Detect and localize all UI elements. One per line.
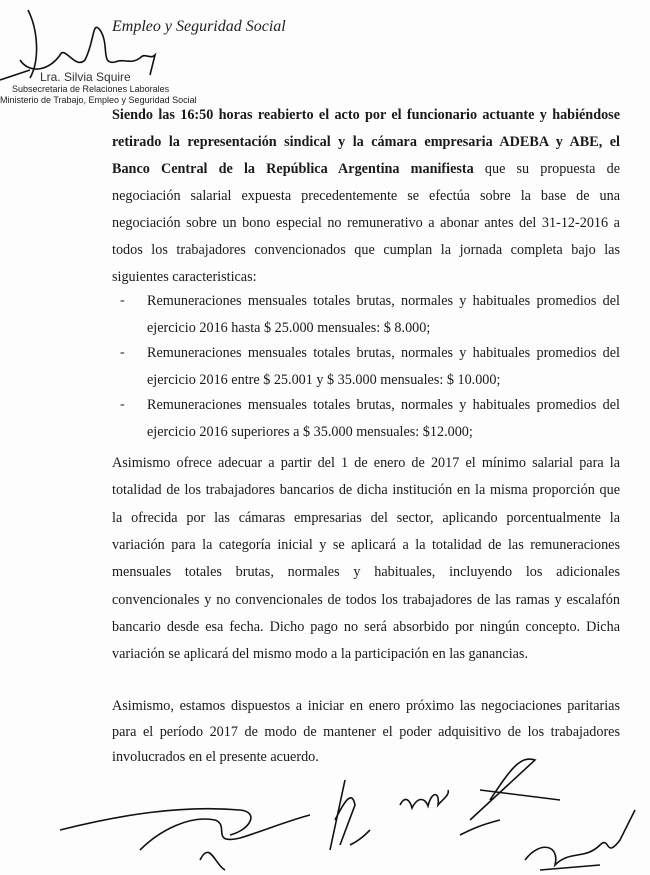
- signature-4: [460, 759, 560, 835]
- bullet-line: ejercicio 2016 superiores a $ 35.000 mensuales: $12.000;: [147, 424, 473, 440]
- text-line: retirado la representación sindical y la cámara empresaria ADEBA y ABE, el: [112, 134, 620, 150]
- bullet-line: Remuneraciones mensuales totales brutas, normales y habituales promedios del: [147, 345, 620, 361]
- bullet-dash: -: [120, 345, 125, 360]
- bullet-dash: -: [120, 293, 125, 308]
- bcra-bold: Banco Central de la República Argentina manifiesta: [112, 161, 474, 177]
- text-line: para el período 2017 de modo de mantener el poder adquisitivo de los trabajadores: [112, 723, 620, 740]
- text-line: [112, 161, 620, 178]
- signature-2: [330, 780, 370, 850]
- text-line: la ofrecida por las cámaras empresarias del sector, aplicando porcentualmente la: [112, 509, 620, 526]
- text-line: todos los trabajadores convencionados que cumplan la jornada completa bajo las: [112, 242, 620, 258]
- stamp-title: Empleo y Seguridad Social: [112, 18, 286, 35]
- bullet-line: Remuneraciones mensuales totales brutas, normales y habituales promedios del: [147, 293, 620, 309]
- signature-5: [525, 810, 635, 870]
- text-line: involucrados en el presente acuerdo.: [112, 749, 319, 765]
- bullet-line: ejercicio 2016 entre $ 25.001 y $ 35.000 mensuales: $ 10.000;: [147, 372, 501, 388]
- stamp-name: Lra. Silvia Squire: [40, 70, 131, 84]
- stamp-line-2: Ministerio de Trabajo, Empleo y Seguridad Social: [0, 95, 197, 105]
- text-segment: que su propuesta de: [473, 161, 620, 177]
- text-line: Asimismo ofrece adecuar a partir del 1 de enero de 2017 el mínimo salarial para la: [112, 455, 620, 471]
- bullet-line: Remuneraciones mensuales totales brutas, normales y habituales promedios del: [147, 397, 620, 413]
- stamp-line-1: Subsecretaria de Relaciones Laborales: [12, 84, 170, 94]
- text-line: mensuales totales brutas, normales y habituales, incluyendo los adicionales: [112, 564, 620, 581]
- signature-3: [400, 790, 448, 808]
- text-line: siguientes caracteristicas:: [112, 269, 257, 285]
- bullet-dash: -: [120, 397, 125, 412]
- text-line: Asimismo, estamos dispuestos a iniciar en enero próximo las negociaciones paritarias: [112, 698, 620, 714]
- text-line: negociación sobre un bono especial no remunerativo a abonar antes del 31-12-2016 a: [112, 215, 620, 231]
- text-line: variación para la categoría inicial y se aplicará a la totalidad de las remuneraciones: [112, 536, 620, 553]
- bullet-line: ejercicio 2016 hasta $ 25.000 mensuales: $ 8.000;: [147, 320, 431, 336]
- text-line: convencionales y no convencionales de todos los trabajadores de las ramas y escalafón: [112, 591, 620, 608]
- signature-1: [60, 809, 310, 870]
- text-line: variación se aplicará del mismo modo a la participación en las ganancias.: [112, 646, 529, 663]
- text-line: Siendo las 16:50 horas reabierto el acto por el funcionario actuante y habiéndose: [112, 107, 620, 123]
- text-line: totalidad de los trabajadores bancarios de dicha institución en la misma proporción que: [112, 482, 620, 499]
- official-stamp: [0, 0, 330, 110]
- text-line: bancario desde esa fecha. Dicho pago no será absorbido por ningún concepto. Dicha: [112, 618, 620, 635]
- text-line: negociación salarial expuesta precedentemente se efectúa sobre la base de una: [112, 188, 620, 204]
